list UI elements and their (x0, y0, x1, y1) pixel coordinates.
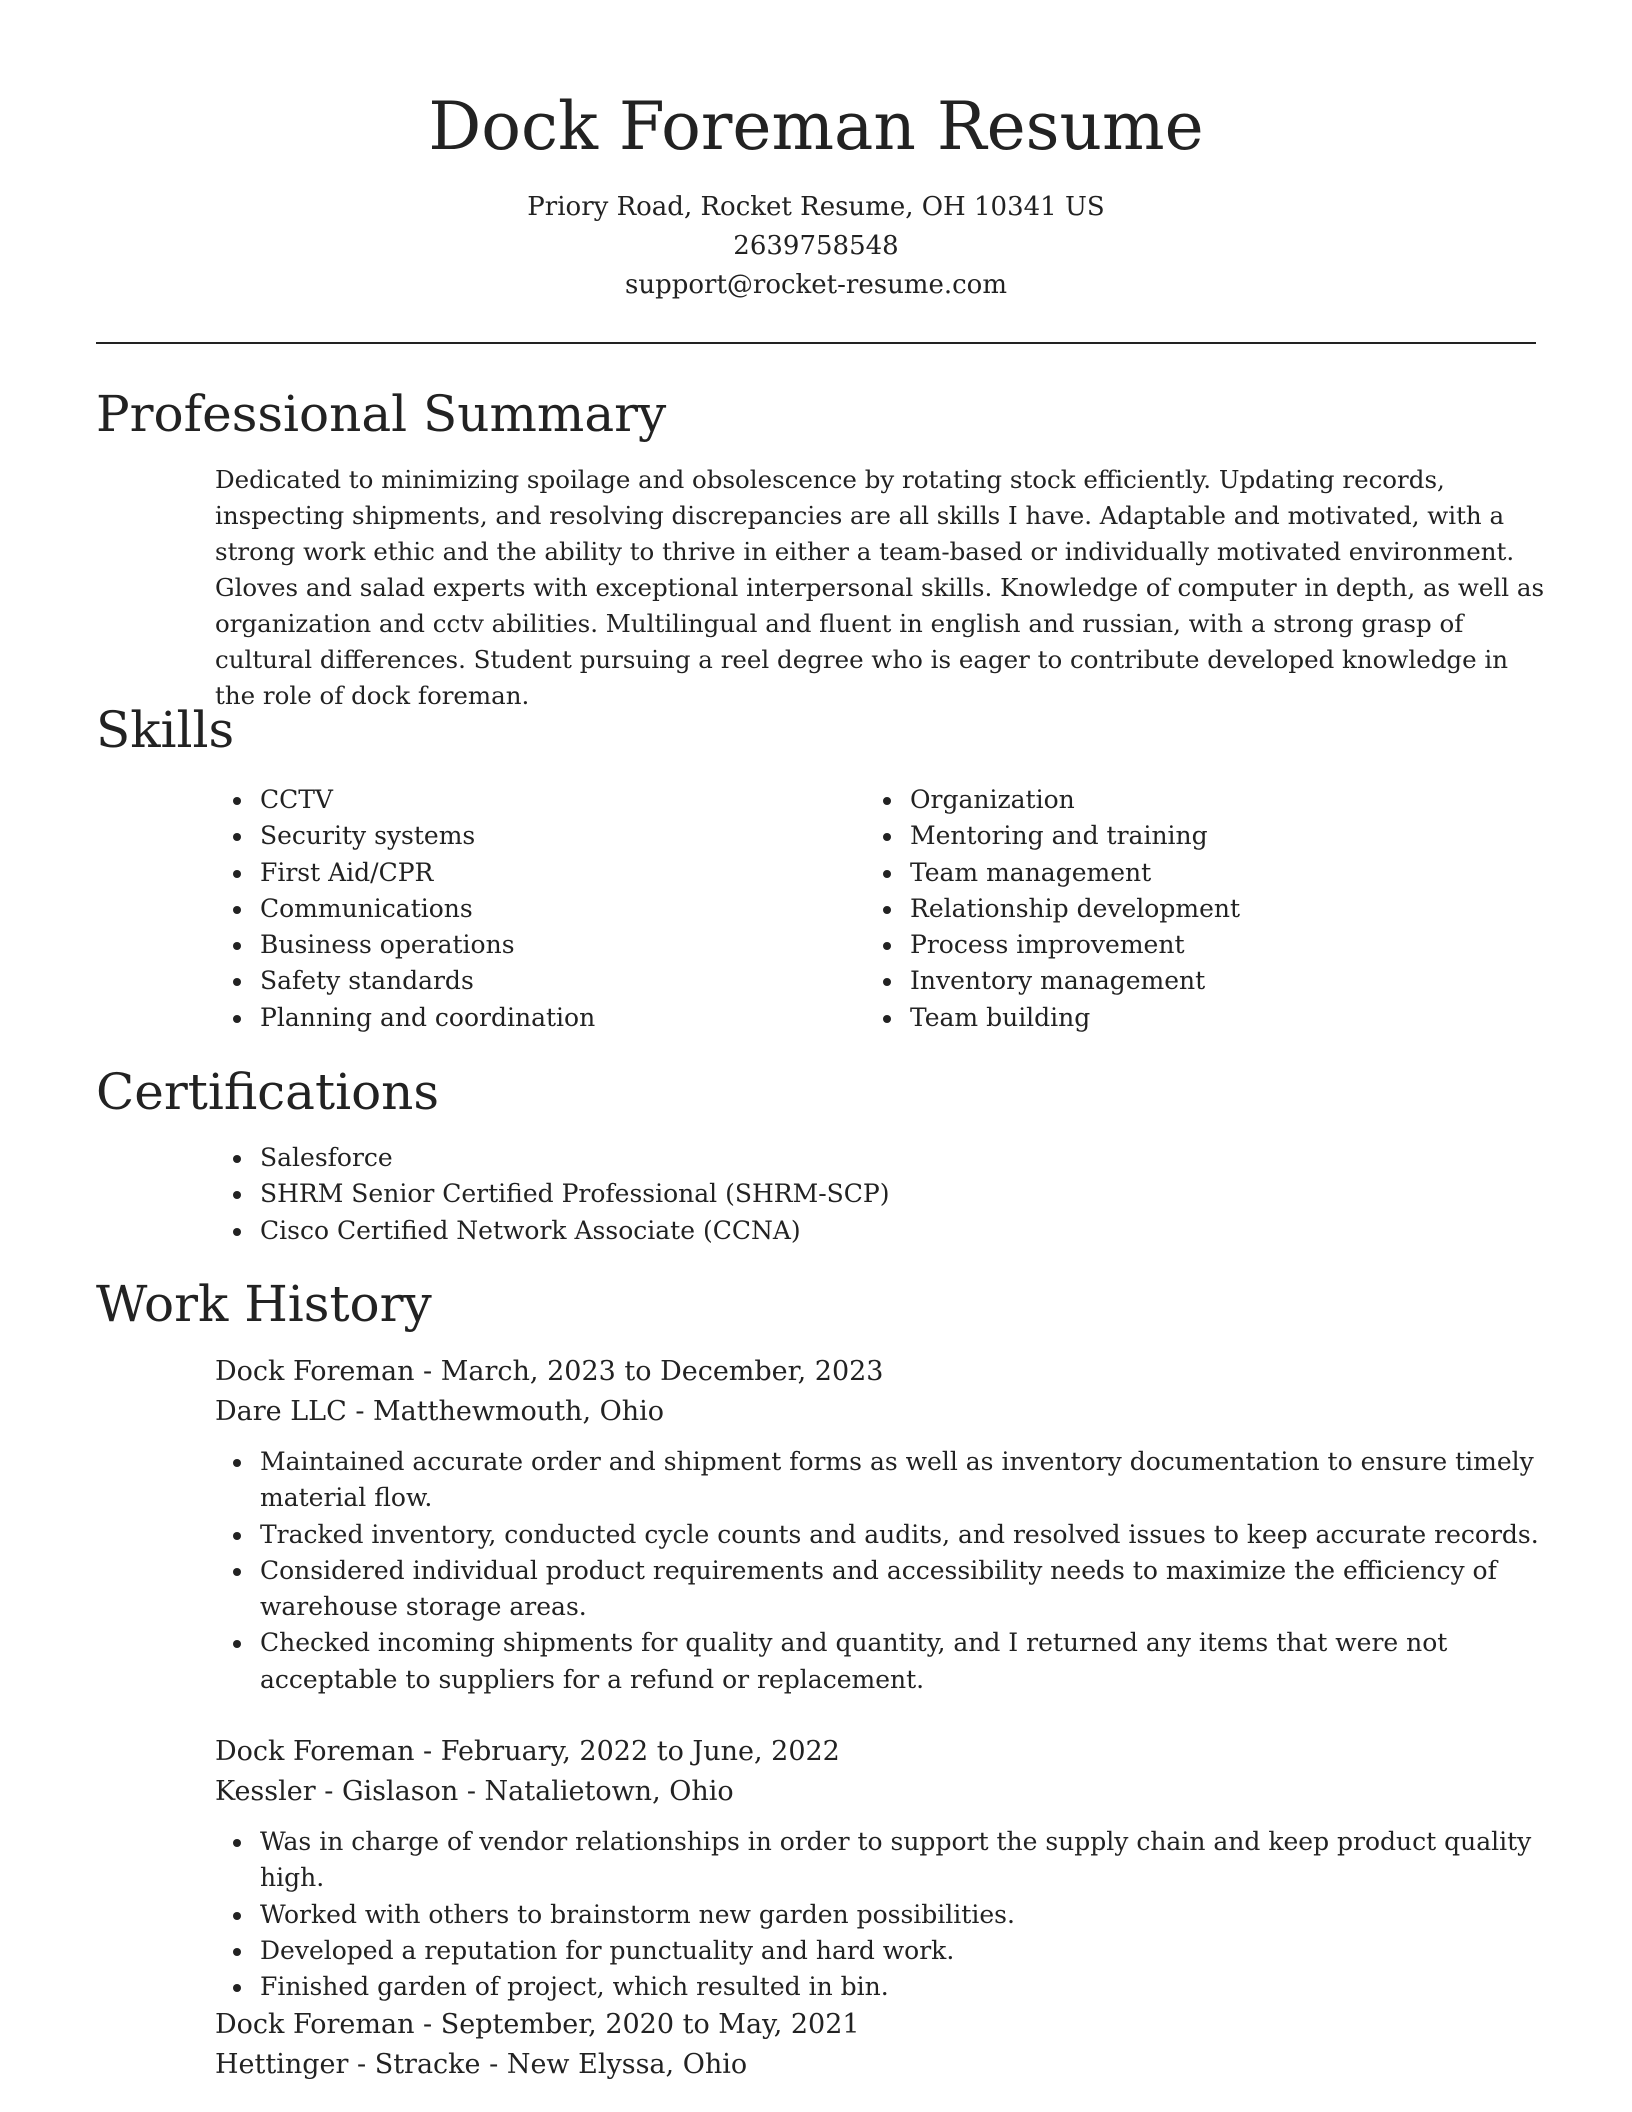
company-name: Kessler - Gislason (215, 1776, 459, 1807)
certifications-list (215, 1140, 1515, 1249)
certification-item: SHRM Senior Certified Professional (SHRM-SCP) (215, 1176, 1515, 1212)
separator: - (458, 1776, 485, 1807)
company-name: Hettinger - Stracke (215, 2049, 481, 2080)
separator: - (414, 2009, 441, 2040)
skill-item: Communications (215, 891, 815, 927)
summary-text: Dedicated to minimizing spoilage and obsolescence by rotating stock efficiently. Updating records, inspecting shipments, and resolving discrepancies are all skills I have. Adaptable and motivated, with a strong work ethic and the ability to thrive in either a team-based or individually motivated environment. Gloves and salad experts with exceptional interpersonal skills. Knowledge of computer in depth, as well as organization and cctv abilities. Multilingual and fluent in english and russian, with a strong grasp of cultural differences. Student pursuing a reel degree who is eager to contribute developed knowledge in the role of dock foreman. (215, 465, 1545, 710)
job-company-line (215, 2045, 1545, 2085)
email: support@rocket-resume.com (624, 270, 1007, 300)
job-duty: Was in charge of vendor relationships in order to support the supply chain and keep product quality high. (215, 1824, 1545, 1897)
skill-item: First Aid/CPR (215, 855, 815, 891)
phone: 2639758548 (733, 231, 899, 261)
company-location: New Elyssa, Ohio (506, 2049, 748, 2080)
skill-item: Mentoring and training (865, 818, 1505, 854)
summary-heading: Professional Summary (96, 385, 667, 443)
certification-item: Salesforce (215, 1140, 1515, 1176)
job-entry (215, 1732, 1545, 2005)
skill-item: Business operations (215, 927, 815, 963)
skill-item: Safety standards (215, 963, 815, 999)
job-title: Dock Foreman (215, 2009, 415, 2040)
job-company-line (215, 1772, 1545, 1812)
job-entry (215, 2005, 1545, 2085)
job-title-line (215, 1352, 1545, 1392)
job-duties (215, 1444, 1545, 1698)
skill-item: CCTV (215, 782, 815, 818)
work-history-heading: Work History (96, 1275, 432, 1333)
contact-info (0, 188, 1632, 305)
certifications-heading: Certifications (96, 1063, 440, 1121)
separator: - (414, 1356, 441, 1387)
job-duty: Finished garden of project, which resulted in bin. (215, 1969, 1545, 2005)
skill-item: Planning and coordination (215, 1000, 815, 1036)
skill-item: Process improvement (865, 927, 1505, 963)
job-dates: February, 2022 to June, 2022 (440, 1736, 840, 1767)
header-divider (96, 342, 1536, 344)
resume-header (0, 0, 1632, 305)
skill-item: Team management (865, 855, 1505, 891)
skill-item: Organization (865, 782, 1505, 818)
skill-item: Team building (865, 1000, 1505, 1036)
job-duty: Maintained accurate order and shipment forms as well as inventory documentation to ensure timely material flow. (215, 1444, 1545, 1517)
job-title: Dock Foreman (215, 1736, 415, 1767)
address: Priory Road, Rocket Resume, OH 10341 US (527, 192, 1105, 222)
skills-list-left (215, 782, 815, 1036)
company-location: Natalietown, Ohio (484, 1776, 734, 1807)
job-duty: Worked with others to brainstorm new garden possibilities. (215, 1897, 1545, 1933)
skills-list-right (865, 782, 1505, 1036)
skill-item: Inventory management (865, 963, 1505, 999)
resume-title: Dock Foreman Resume (428, 88, 1204, 165)
job-duty: Developed a reputation for punctuality and hard work. (215, 1933, 1545, 1969)
job-duty: Considered individual product requirements and accessibility needs to maximize the efficiency of warehouse storage areas. (215, 1553, 1545, 1626)
job-duty: Checked incoming shipments for quality and quantity, and I returned any items that were not acceptable to suppliers for a refund or replacement. (215, 1625, 1545, 1698)
job-duty: Tracked inventory, conducted cycle counts and audits, and resolved issues to keep accurate records. (215, 1517, 1545, 1553)
job-company-line (215, 1392, 1545, 1432)
separator: - (346, 1396, 374, 1427)
job-dates: September, 2020 to May, 2021 (440, 2009, 860, 2040)
job-dates: March, 2023 to December, 2023 (440, 1356, 884, 1387)
job-title-line (215, 2005, 1545, 2045)
skills-heading: Skills (96, 701, 235, 759)
job-duties (215, 1824, 1545, 2005)
certification-item: Cisco Certified Network Associate (CCNA) (215, 1213, 1515, 1249)
separator: - (480, 2049, 507, 2080)
job-title-line (215, 1732, 1545, 1772)
skill-item: Relationship development (865, 891, 1505, 927)
company-location: Matthewmouth, Ohio (373, 1396, 665, 1427)
job-title: Dock Foreman (215, 1356, 415, 1387)
company-name: Dare LLC (215, 1396, 347, 1427)
job-entry (215, 1352, 1545, 1698)
skill-item: Security systems (215, 818, 815, 854)
separator: - (414, 1736, 441, 1767)
